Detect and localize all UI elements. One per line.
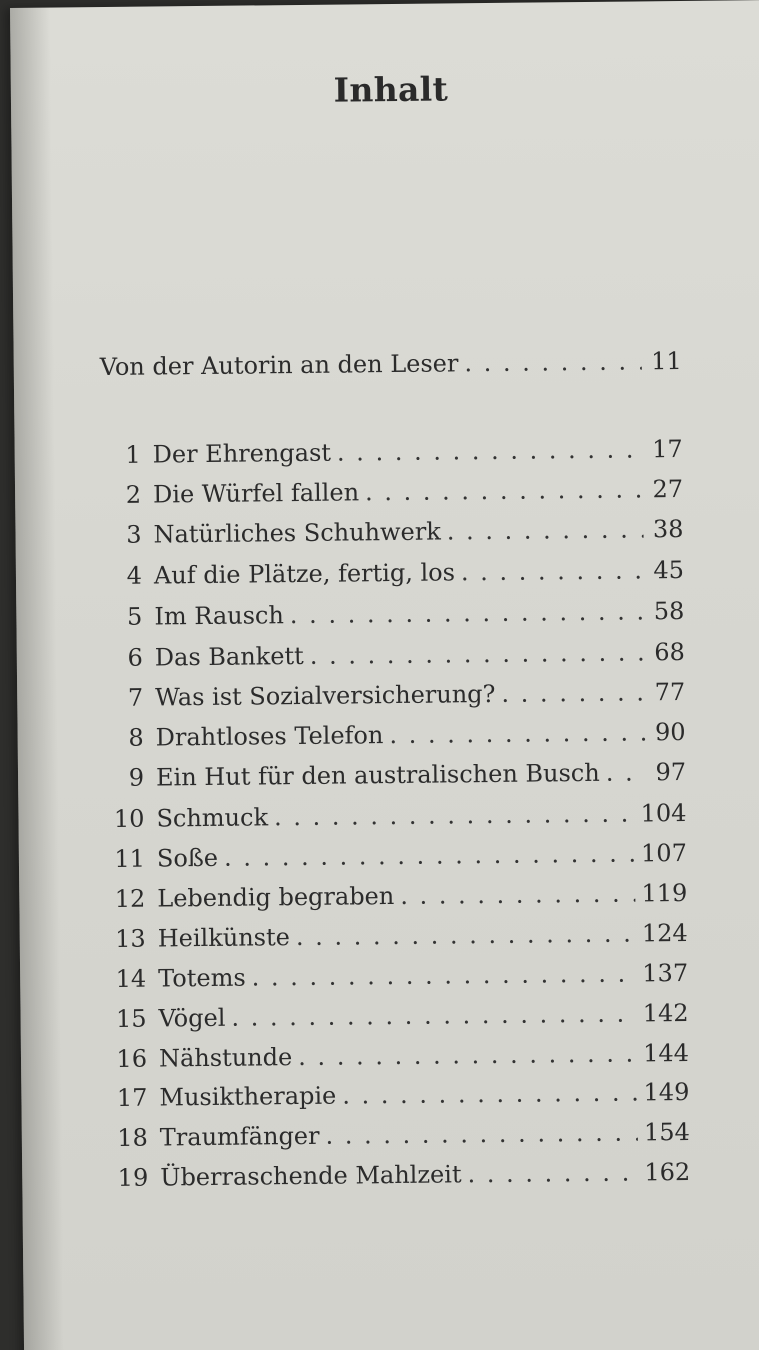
toc-chapter-row <box>105 839 687 879</box>
toc-leader-dots <box>400 879 636 909</box>
toc-leader-dots <box>290 597 645 629</box>
chapter-page: 90 <box>654 717 686 747</box>
toc-leader-dots <box>296 919 636 951</box>
chapter-number: 12 <box>114 884 146 913</box>
chapter-title: Musiktherapie <box>159 1081 337 1112</box>
toc-intro-row <box>100 347 682 387</box>
chapter-page: 124 <box>641 918 688 948</box>
chapter-page: 38 <box>652 514 684 544</box>
chapter-title: Was ist Sozialversicherung? <box>155 679 496 712</box>
chapter-number: 2 <box>125 480 142 509</box>
chapter-title: Das Bankett <box>154 641 304 672</box>
toc-chapter-row <box>107 1078 689 1118</box>
chapter-title: Traumfänger <box>159 1121 320 1152</box>
toc-chapter-row <box>103 678 685 718</box>
toc-chapter-row <box>103 638 685 678</box>
chapter-number: 13 <box>115 924 146 953</box>
chapter-title: Im Rausch <box>154 601 284 631</box>
toc-chapter-row <box>102 597 684 637</box>
toc-intro-page: 11 <box>651 346 682 376</box>
toc-leader-dots <box>461 556 644 586</box>
chapter-title: Vögel <box>158 1003 226 1033</box>
chapter-page: 97 <box>655 757 687 787</box>
toc-leader-dots <box>365 475 643 506</box>
chapter-page: 144 <box>643 1038 690 1068</box>
toc-chapter-row <box>104 799 686 839</box>
chapter-page: 45 <box>653 555 685 585</box>
chapter-number: 9 <box>128 763 145 792</box>
toc-chapter-row <box>106 919 688 959</box>
chapter-title: Auf die Plätze, fertig, los <box>153 558 456 590</box>
chapter-number: 19 <box>117 1163 149 1192</box>
toc-intro-title: Von der Autorin an den Leser <box>99 349 459 382</box>
chapter-number: 16 <box>116 1044 148 1073</box>
toc-chapter-row <box>104 718 686 758</box>
toc-leader-dots <box>325 1118 638 1149</box>
toc-chapter-row <box>101 475 683 515</box>
toc-leader-dots <box>464 347 642 377</box>
toc-leader-dots <box>231 999 637 1031</box>
toc-leader-dots <box>467 1158 638 1188</box>
toc-leader-dots <box>501 678 645 708</box>
chapter-number: 3 <box>126 520 142 549</box>
book-page <box>10 0 759 1350</box>
toc-chapter-row <box>104 758 686 798</box>
chapter-page: 58 <box>653 596 685 626</box>
chapter-page: 77 <box>654 677 686 707</box>
toc-leader-dots <box>447 515 644 545</box>
toc-chapter-row <box>102 556 684 596</box>
chapter-page: 104 <box>640 798 687 828</box>
toc-leader-dots <box>337 435 643 466</box>
toc-chapter-row <box>105 879 687 919</box>
toc-leader-dots <box>298 1039 637 1071</box>
chapter-title: Der Ehrengast <box>152 438 332 469</box>
chapter-page: 162 <box>644 1157 691 1187</box>
chapter-title: Lebendig begraben <box>157 882 395 913</box>
toc-leader-dots <box>224 840 635 872</box>
chapter-page: 107 <box>640 838 688 868</box>
toc-leader-dots <box>389 718 646 749</box>
toc-leader-dots <box>342 1078 638 1109</box>
chapter-number: 14 <box>115 964 147 993</box>
chapter-page: 119 <box>641 878 688 908</box>
chapter-number: 15 <box>115 1004 147 1033</box>
toc-chapter-row <box>101 515 683 555</box>
chapter-title: Heilkünste <box>157 923 291 953</box>
chapter-number: 6 <box>127 643 143 672</box>
toc-leader-dots <box>252 959 637 991</box>
chapter-page: 17 <box>651 434 683 464</box>
chapter-title: Natürliches Schuhwerk <box>153 517 441 549</box>
chapter-title: Schmuck <box>156 803 269 833</box>
toc-chapter-row <box>108 1118 690 1158</box>
chapter-title: Überraschende Mahlzeit <box>160 1160 462 1192</box>
chapter-page: 154 <box>643 1117 690 1147</box>
chapter-title: Nähstunde <box>158 1043 293 1073</box>
toc-chapter-row <box>107 1039 689 1079</box>
chapter-number: 17 <box>116 1083 148 1112</box>
chapter-number: 10 <box>113 804 145 833</box>
chapter-number: 1 <box>125 440 141 469</box>
toc-chapter-row <box>106 999 688 1039</box>
toc-chapter-row <box>101 435 683 475</box>
chapter-title: Totems <box>158 963 246 993</box>
chapter-title: Die Würfel fallen <box>152 478 360 509</box>
chapter-number: 7 <box>127 683 144 712</box>
chapter-title: Drahtloses Telefon <box>155 721 384 752</box>
chapter-number: 8 <box>128 723 144 752</box>
chapter-page: 142 <box>642 998 689 1028</box>
chapter-page: 149 <box>643 1077 690 1107</box>
toc-leader-dots <box>274 800 635 832</box>
toc-leader-dots <box>606 758 647 786</box>
chapter-title: Soße <box>156 843 219 873</box>
chapter-number: 11 <box>114 844 146 873</box>
chapter-number: 5 <box>126 602 143 631</box>
chapter-page: 27 <box>652 474 684 504</box>
chapter-title: Ein Hut für den australischen Busch <box>155 758 600 792</box>
spine-shadow <box>10 8 64 1350</box>
chapter-page: 68 <box>654 637 685 667</box>
chapter-number: 18 <box>117 1123 148 1152</box>
toc-chapter-row <box>108 1158 690 1198</box>
chapter-page: 137 <box>642 958 689 988</box>
chapter-number: 4 <box>126 561 143 590</box>
toc-chapter-row <box>106 959 688 999</box>
page-title: Inhalt <box>333 69 449 110</box>
toc-leader-dots <box>310 638 645 670</box>
